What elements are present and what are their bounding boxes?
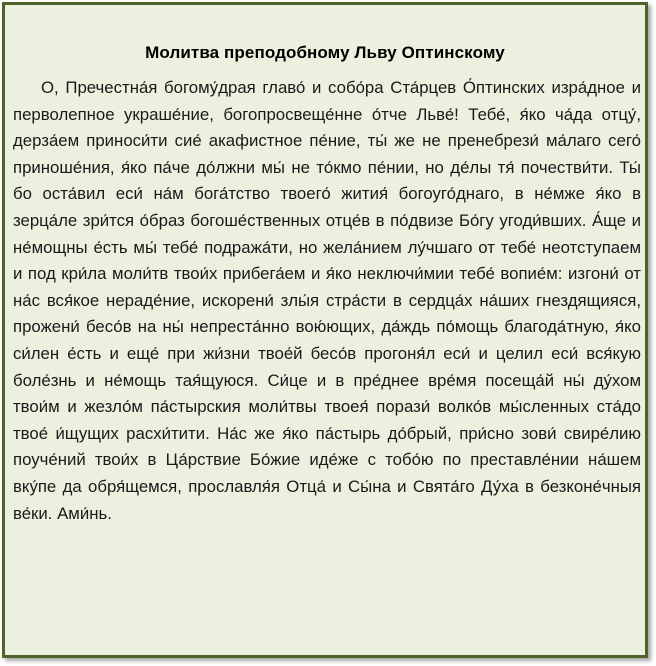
prayer-text: О, Пречестна́я богому́драя главо́ и собо́ра Ста́рцев О́птинских изра́дное и перволепное украше́ние, богопросвеще́нне о́тче Льве́! Тебе́, я́ко ча́да отцу́, дерза́ем приноси́ти сие́ акафистное пе́ние, ты́ же не пренебрези́ ма́лаго сего́ приноше́ния, я́ко па́че до́лжни мы́ не то́кмо пе́нии, но де́лы тя́ почестви́ти. Ты́ бо оста́вил еси́ на́м бога́тство твоего́ жития́ богоуго́днаго, в не́мже я́ко в зерца́ле зри́тся о́браз богоше́ственных отце́в в по́двизе Бо́гу угоди́вших. А́ще и не́мощны е́сть мы́ тебе́ подража́ти, но жела́нием лу́чшаго от тебе́ неотступаем и под кри́ла моли́тв твои́х прибега́ем и я́ко неключи́мии тебе́ вопие́м: изгони́ от на́с вся́кое нераде́ние, искорени́ злы́я стра́сти в сердца́х на́ших гнездящияся, прожени́ бесо́в на ны́ непреста́нно вою́ющих, да́ждь по́мощь благода́тную, я́ко си́лен е́сть и еще́ при жи́зни твое́й бесо́в прогоня́л еси́ и целил еси́ вся́кую боле́знь и не́мощь тая́щуюся. Си́це и в пре́днее вре́мя посеща́й ны́ ду́хом твои́м и жезло́м па́стырския моли́твы твоея́ порази́ волко́в мы́сленных ста́до твое́ и́щущих расхи́тити. На́с же я́ко па́стырь до́брый, при́сно зови́ свире́лию поуче́ний твои́х в Ца́рствие Бо́жие иде́же с тобо́ю по преставле́нии на́шем вку́пе да обря́щемся, прославля́я Отца́ и Сы́на и Свята́го Ду́ха в безконе́чныя ве́ки. Ами́нь. (13, 78, 641, 523)
prayer-title: Молитва преподобному Льву Оптинскому (145, 43, 505, 62)
prayer-card (2, 2, 648, 658)
